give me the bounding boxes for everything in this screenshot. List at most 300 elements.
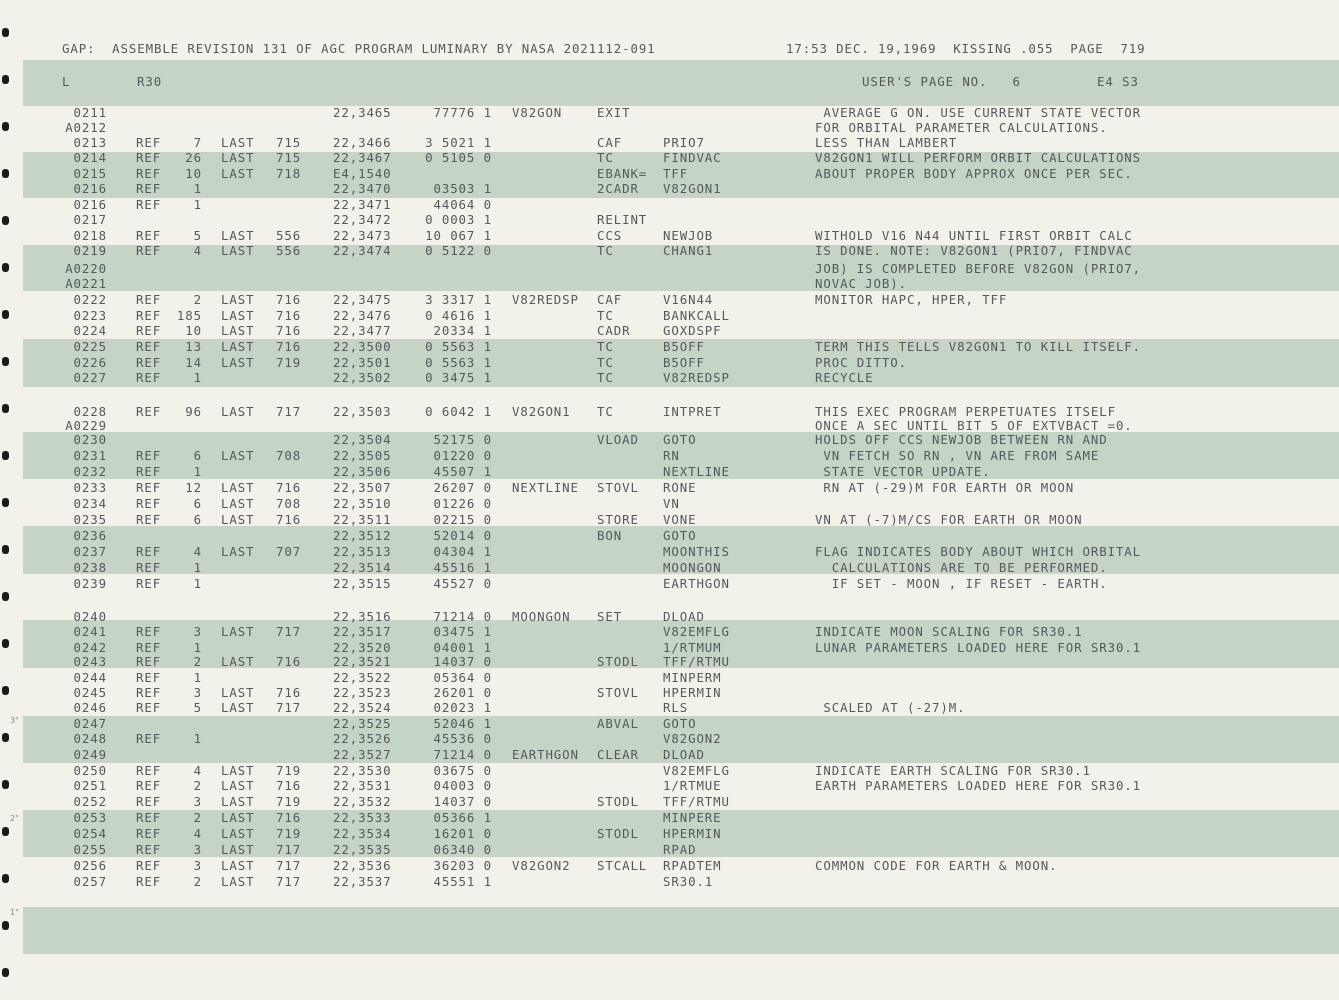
col-last: LAST [221, 355, 255, 370]
col-ref: REF [136, 794, 162, 809]
col-line: 0255 [73, 842, 107, 857]
listing-line [0, 292, 1339, 308]
col-refn: 3 [193, 685, 202, 700]
col-word: 26207 0 [433, 480, 492, 495]
col-label: EARTHGON [512, 747, 579, 762]
listing-line [0, 370, 1339, 386]
col-operand: 1/RTMUM [663, 640, 722, 655]
col-comment: IS DONE. NOTE: V82GON1 (PRIO7, FINDVAC [815, 243, 1133, 258]
col-word: 03503 1 [433, 181, 492, 196]
col-operand: NEXTLINE [663, 464, 730, 479]
col-ref: REF [136, 448, 162, 463]
listing-line [0, 576, 1339, 592]
col-word: 36203 0 [433, 858, 492, 873]
col-addr: 22,3537 [333, 874, 392, 889]
col-op: TC [597, 150, 614, 165]
col-refn: 6 [193, 512, 202, 527]
col-refn: 1 [193, 370, 202, 385]
feed-hole [2, 921, 9, 930]
col-word: 52175 0 [433, 432, 492, 447]
listing-line [0, 480, 1339, 496]
listing-line [0, 528, 1339, 544]
col-line: 0216 [73, 181, 107, 196]
col-line: 0234 [73, 496, 107, 511]
col-operand: RLS [663, 700, 689, 715]
col-op: 2CADR [597, 181, 639, 196]
col-comment: SCALED AT (-27)M. [815, 700, 966, 715]
col-last: LAST [221, 624, 255, 639]
col-ref: REF [136, 842, 162, 857]
col-operand: B5OFF [663, 339, 705, 354]
col-refn: 7 [193, 135, 202, 150]
col-line: 0248 [73, 731, 107, 746]
col-lastn: 716 [276, 323, 302, 338]
col-ref: REF [136, 763, 162, 778]
col-ref: REF [136, 685, 162, 700]
listing-line [0, 512, 1339, 528]
col-comment: AVERAGE G ON. USE CURRENT STATE VECTOR [815, 105, 1142, 120]
col-word: 05364 0 [433, 670, 492, 685]
col-line: 0236 [73, 528, 107, 543]
col-op: TC [597, 355, 614, 370]
col-op: ABVAL [597, 716, 639, 731]
col-lastn: 717 [276, 700, 302, 715]
listing-line [0, 716, 1339, 732]
col-operand: DLOAD [663, 609, 705, 624]
col-op: SET [597, 609, 623, 624]
col-word: 0 5105 0 [425, 150, 492, 165]
col-ref: REF [136, 323, 162, 338]
col-addr: 22,3466 [333, 135, 392, 150]
col-line: 0222 [73, 292, 107, 307]
col-operand: RPADTEM [663, 858, 722, 873]
col-operand: DLOAD [663, 747, 705, 762]
col-ref: REF [136, 624, 162, 639]
col-line: 0242 [73, 640, 107, 655]
col-addr: 22,3525 [333, 716, 392, 731]
col-line: 0213 [73, 135, 107, 150]
col-ref: REF [136, 228, 162, 243]
col-last: LAST [221, 243, 255, 258]
col-op: CLEAR [597, 747, 639, 762]
col-ref: REF [136, 150, 162, 165]
col-last: LAST [221, 292, 255, 307]
col-comment: LESS THAN LAMBERT [815, 135, 958, 150]
col-line: 0256 [73, 858, 107, 873]
col-word: 04003 0 [433, 778, 492, 793]
col-last: LAST [221, 654, 255, 669]
col-refn: 3 [193, 858, 202, 873]
col-word: 04304 1 [433, 544, 492, 559]
col-op: CADR [597, 323, 631, 338]
col-label: V82GON1 [512, 404, 571, 419]
listing-line [0, 355, 1339, 371]
col-operand: 1/RTMUE [663, 778, 722, 793]
col-addr: 22,3476 [333, 308, 392, 323]
col-comment: COMMON CODE FOR EARTH & MOON. [815, 858, 1058, 873]
listing-line [0, 670, 1339, 686]
col-ref: REF [136, 544, 162, 559]
listing-line [0, 432, 1339, 448]
col-op: STODL [597, 654, 639, 669]
listing-line [0, 700, 1339, 716]
col-refn: 4 [193, 826, 202, 841]
col-last: LAST [221, 778, 255, 793]
listing-line [0, 150, 1339, 166]
col-operand: MINPERE [663, 810, 722, 825]
col-line: 0217 [73, 212, 107, 227]
col-comment: ABOUT PROPER BODY APPROX ONCE PER SEC. [815, 166, 1133, 181]
col-label: V82GON [512, 105, 563, 120]
col-addr: 22,3523 [333, 685, 392, 700]
col-comment: EARTH PARAMETERS LOADED HERE FOR SR30.1 [815, 778, 1142, 793]
col-refn: 14 [185, 355, 202, 370]
col-line: 0250 [73, 763, 107, 778]
col-op: CAF [597, 135, 623, 150]
listing-line [0, 120, 1339, 136]
col-operand: RN [663, 448, 680, 463]
col-operand: MOONTHIS [663, 544, 730, 559]
listing-line [0, 243, 1339, 259]
col-comment: STATE VECTOR UPDATE. [815, 464, 991, 479]
col-comment: INDICATE MOON SCALING FOR SR30.1 [815, 624, 1083, 639]
col-comment: WITHOLD V16 N44 UNTIL FIRST ORBIT CALC [815, 228, 1133, 243]
listing-line [0, 181, 1339, 197]
margin-mark: 2" [10, 814, 19, 823]
listing-line [0, 624, 1339, 640]
col-op: EXIT [597, 105, 631, 120]
col-word: 71214 0 [433, 747, 492, 762]
col-lastn: 719 [276, 826, 302, 841]
col-label: V82GON2 [512, 858, 571, 873]
col-operand: V16N44 [663, 292, 714, 307]
col-word: 16201 0 [433, 826, 492, 841]
col-lastn: 716 [276, 778, 302, 793]
feed-hole [2, 28, 9, 37]
col-addr: 22,3512 [333, 528, 392, 543]
col-operand: V82EMFLG [663, 624, 730, 639]
col-last: LAST [221, 512, 255, 527]
col-comment: ONCE A SEC UNTIL BIT 5 OF EXTVBACT =0. [815, 418, 1133, 433]
col-operand: PRIO7 [663, 135, 705, 150]
col-op: CAF [597, 292, 623, 307]
col-word: 44064 0 [433, 197, 492, 212]
col-word: 45516 1 [433, 560, 492, 575]
listing-line [0, 794, 1339, 810]
col-word: 02023 1 [433, 700, 492, 715]
col-refn: 12 [185, 480, 202, 495]
col-addr: E4,1540 [333, 166, 392, 181]
col-line: 0249 [73, 747, 107, 762]
col-addr: 22,3504 [333, 432, 392, 447]
col-line: 0218 [73, 228, 107, 243]
col-operand: V82EMFLG [663, 763, 730, 778]
col-word: 0 3475 1 [425, 370, 492, 385]
listing-line [0, 323, 1339, 339]
col-word: 02215 0 [433, 512, 492, 527]
col-line: A0229 [65, 418, 107, 433]
col-op: STODL [597, 826, 639, 841]
col-refn: 13 [185, 339, 202, 354]
col-operand: MINPERM [663, 670, 722, 685]
col-line: 0243 [73, 654, 107, 669]
col-comment: CALCULATIONS ARE TO BE PERFORMED. [815, 560, 1108, 575]
col-op: STODL [597, 794, 639, 809]
col-comment: FLAG INDICATES BODY ABOUT WHICH ORBITAL [815, 544, 1142, 559]
col-word: 45527 0 [433, 576, 492, 591]
feed-hole [2, 968, 9, 977]
col-last: LAST [221, 794, 255, 809]
col-last: LAST [221, 826, 255, 841]
subheader-bank: E4 S3 [1097, 74, 1139, 89]
col-line: 0226 [73, 355, 107, 370]
col-op: TC [597, 339, 614, 354]
col-operand: VN [663, 496, 680, 511]
col-lastn: 719 [276, 355, 302, 370]
col-line: A0221 [65, 276, 107, 291]
col-lastn: 716 [276, 292, 302, 307]
col-ref: REF [136, 135, 162, 150]
col-operand: GOXDSPF [663, 323, 722, 338]
col-addr: 22,3505 [333, 448, 392, 463]
col-comment: TERM THIS TELLS V82GON1 TO KILL ITSELF. [815, 339, 1142, 354]
col-operand: SR30.1 [663, 874, 714, 889]
col-ref: REF [136, 731, 162, 746]
page-header-left: GAP: ASSEMBLE REVISION 131 OF AGC PROGRAM LUMINARY BY NASA 2021112-091 [62, 41, 656, 56]
col-ref: REF [136, 874, 162, 889]
col-line: 0215 [73, 166, 107, 181]
col-ref: REF [136, 197, 162, 212]
col-ref: REF [136, 243, 162, 258]
col-comment: IF SET - MOON , IF RESET - EARTH. [815, 576, 1108, 591]
col-operand: BANKCALL [663, 308, 730, 323]
col-op: STORE [597, 512, 639, 527]
col-ref: REF [136, 480, 162, 495]
listing-line [0, 135, 1339, 151]
col-op: STCALL [597, 858, 648, 873]
col-lastn: 717 [276, 874, 302, 889]
col-ref: REF [136, 640, 162, 655]
col-word: 3 5021 1 [425, 135, 492, 150]
col-lastn: 708 [276, 496, 302, 511]
col-lastn: 717 [276, 404, 302, 419]
col-operand: GOTO [663, 716, 697, 731]
col-comment: LUNAR PARAMETERS LOADED HERE FOR SR30.1 [815, 640, 1142, 655]
col-refn: 1 [193, 576, 202, 591]
col-refn: 1 [193, 731, 202, 746]
col-addr: 22,3534 [333, 826, 392, 841]
col-addr: 22,3510 [333, 496, 392, 511]
page-header-right: 17:53 DEC. 19,1969 KISSING .055 PAGE 719 [786, 41, 1146, 56]
col-line: 0244 [73, 670, 107, 685]
listing-line [0, 308, 1339, 324]
col-comment: FOR ORBITAL PARAMETER CALCULATIONS. [815, 120, 1108, 135]
col-lastn: 716 [276, 512, 302, 527]
col-word: 14037 0 [433, 794, 492, 809]
col-operand: HPERMIN [663, 685, 722, 700]
col-word: 77776 1 [433, 105, 492, 120]
col-ref: REF [136, 576, 162, 591]
margin-mark: 1" [10, 908, 19, 917]
col-operand: GOTO [663, 528, 697, 543]
listing-line [0, 261, 1339, 277]
col-word: 0 0003 1 [425, 212, 492, 227]
col-line: 0240 [73, 609, 107, 624]
listing-line [0, 496, 1339, 512]
col-last: LAST [221, 763, 255, 778]
col-last: LAST [221, 166, 255, 181]
col-operand: EARTHGON [663, 576, 730, 591]
col-addr: 22,3527 [333, 747, 392, 762]
col-word: 52046 1 [433, 716, 492, 731]
col-refn: 1 [193, 640, 202, 655]
col-lastn: 716 [276, 308, 302, 323]
col-operand: HPERMIN [663, 826, 722, 841]
col-refn: 2 [193, 810, 202, 825]
listing-line [0, 685, 1339, 701]
col-refn: 3 [193, 624, 202, 639]
col-refn: 1 [193, 464, 202, 479]
col-word: 01226 0 [433, 496, 492, 511]
col-line: A0220 [65, 261, 107, 276]
col-op: STOVL [597, 480, 639, 495]
col-addr: 22,3506 [333, 464, 392, 479]
col-ref: REF [136, 404, 162, 419]
col-comment: THIS EXEC PROGRAM PERPETUATES ITSELF [815, 404, 1116, 419]
col-last: LAST [221, 874, 255, 889]
col-op: TC [597, 370, 614, 385]
listing-line [0, 197, 1339, 213]
col-addr: 22,3521 [333, 654, 392, 669]
col-last: LAST [221, 842, 255, 857]
col-lastn: 716 [276, 685, 302, 700]
col-comment: MONITOR HAPC, HPER, TFF [815, 292, 1008, 307]
col-addr: 22,3507 [333, 480, 392, 495]
col-ref: REF [136, 700, 162, 715]
col-line: 0237 [73, 544, 107, 559]
col-comment: VN FETCH SO RN , VN ARE FROM SAME [815, 448, 1100, 463]
col-last: LAST [221, 448, 255, 463]
feed-hole [2, 75, 9, 84]
col-word: 10 067 1 [425, 228, 492, 243]
col-refn: 3 [193, 794, 202, 809]
col-lastn: 716 [276, 339, 302, 354]
col-refn: 10 [185, 166, 202, 181]
col-word: 0 4616 1 [425, 308, 492, 323]
col-word: 52014 0 [433, 528, 492, 543]
col-addr: 22,3514 [333, 560, 392, 575]
col-word: 45551 1 [433, 874, 492, 889]
col-line: 0247 [73, 716, 107, 731]
col-word: 03475 1 [433, 624, 492, 639]
col-last: LAST [221, 404, 255, 419]
col-line: 0254 [73, 826, 107, 841]
col-line: 0245 [73, 685, 107, 700]
col-ref: REF [136, 670, 162, 685]
col-addr: 22,3474 [333, 243, 392, 258]
col-lastn: 708 [276, 448, 302, 463]
col-label: V82REDSP [512, 292, 579, 307]
col-last: LAST [221, 685, 255, 700]
listing-line [0, 339, 1339, 355]
col-refn: 10 [185, 323, 202, 338]
col-op: RELINT [597, 212, 648, 227]
col-refn: 1 [193, 181, 202, 196]
col-line: 0246 [73, 700, 107, 715]
col-refn: 4 [193, 243, 202, 258]
margin-mark: 3" [10, 716, 19, 725]
col-refn: 3 [193, 842, 202, 857]
col-line: 0253 [73, 810, 107, 825]
col-operand: TFF [663, 166, 689, 181]
col-line: 0227 [73, 370, 107, 385]
col-word: 45536 0 [433, 731, 492, 746]
col-word: 03675 0 [433, 763, 492, 778]
col-ref: REF [136, 512, 162, 527]
col-addr: 22,3530 [333, 763, 392, 778]
col-operand: B5OFF [663, 355, 705, 370]
col-addr: 22,3511 [333, 512, 392, 527]
col-operand: TFF/RTMU [663, 654, 730, 669]
col-refn: 1 [193, 560, 202, 575]
col-line: 0233 [73, 480, 107, 495]
greenbar-band [23, 907, 1339, 954]
col-last: LAST [221, 135, 255, 150]
subheader-page-label: USER'S PAGE NO. 6 [862, 74, 1021, 89]
col-addr: 22,3535 [333, 842, 392, 857]
listing-line [0, 778, 1339, 794]
col-line: A0212 [65, 120, 107, 135]
listing-line [0, 105, 1339, 121]
col-lastn: 717 [276, 842, 302, 857]
col-word: 06340 0 [433, 842, 492, 857]
col-word: 0 5563 1 [425, 355, 492, 370]
col-last: LAST [221, 810, 255, 825]
col-line: 0257 [73, 874, 107, 889]
col-last: LAST [221, 700, 255, 715]
col-op: TC [597, 308, 614, 323]
col-comment: V82GON1 WILL PERFORM ORBIT CALCULATIONS [815, 150, 1142, 165]
col-lastn: 717 [276, 624, 302, 639]
listing-line [0, 464, 1339, 480]
col-word: 0 5563 1 [425, 339, 492, 354]
listing-line [0, 609, 1339, 625]
col-line: 0241 [73, 624, 107, 639]
col-addr: 22,3517 [333, 624, 392, 639]
col-refn: 2 [193, 874, 202, 889]
col-addr: 22,3503 [333, 404, 392, 419]
listing-line [0, 448, 1339, 464]
col-line: 0216 [73, 197, 107, 212]
col-op: BON [597, 528, 623, 543]
col-op: CCS [597, 228, 623, 243]
col-word: 26201 0 [433, 685, 492, 700]
col-line: 0225 [73, 339, 107, 354]
col-ref: REF [136, 339, 162, 354]
col-refn: 2 [193, 292, 202, 307]
col-operand: CHANG1 [663, 243, 714, 258]
listing-line [0, 747, 1339, 763]
col-last: LAST [221, 339, 255, 354]
col-refn: 1 [193, 197, 202, 212]
col-line: 0219 [73, 243, 107, 258]
col-refn: 4 [193, 763, 202, 778]
col-addr: 22,3473 [333, 228, 392, 243]
col-addr: 22,3533 [333, 810, 392, 825]
col-lastn: 719 [276, 763, 302, 778]
col-ref: REF [136, 778, 162, 793]
col-ref: REF [136, 810, 162, 825]
